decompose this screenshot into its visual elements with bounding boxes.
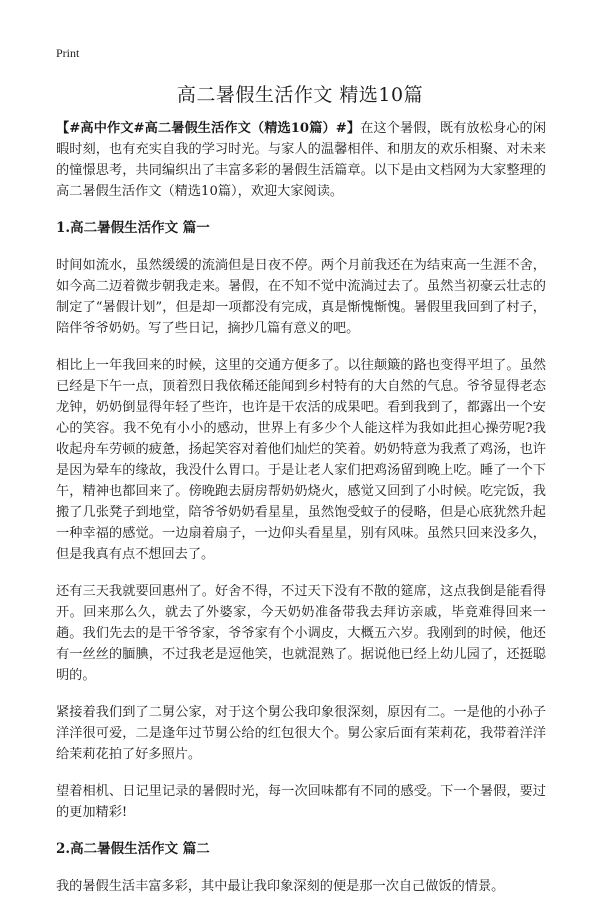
print-link[interactable]: Print (56, 46, 80, 60)
section-heading-1: 1.高二暑假生活作文 篇一 (56, 220, 210, 236)
article-body (56, 118, 546, 913)
intro-text: 在这个暑假，既有放松身心的闲暇时刻，也有充实自我的学习时光。与家人的温馨相伴、和朋友的欢乐相聚、对未来的憧憬思考，共同编织出了丰富多彩的暑假生活篇章。以下是由文档网为大家整理的高二暑假生活作文（精选10篇），欢迎大家阅读。 (56, 121, 547, 199)
page-title: 高二暑假生活作文 精选10篇 (176, 84, 424, 106)
intro-paragraph (56, 118, 546, 202)
paragraph: 我的暑假生活丰富多彩，其中最让我印象深刻的便是那一次自己做饭的情景。 (56, 879, 505, 894)
paragraph: 紧接着我们到了二舅公家，对于这个舅公我印象很深刻，原因有二。一是他的小孙子洋洋很可爱，二是逢年过节舅公给的红包很大个。舅公家后面有茉莉花，我带着洋洋给茉莉花拍了好多照片。 (56, 705, 546, 762)
paragraph: 望着相机、日记里记录的暑假时光，每一次回味都有不同的感受。下一个暑假，要过的更加精彩! (56, 784, 546, 820)
paragraph: 还有三天我就要回惠州了。好舍不得，不过天下没有不散的筵席，这点我倒是能看得开。回来那么久，就去了外婆家，今天奶奶准备带我去拜访亲戚，毕竟难得回来一趟。我们先去的是干爷爷家，爷爷家有个小调皮，大概五六岁。我刚到的时候，他还有一丝丝的腼腆，不过我老是逗他笑，也就混熟了。据说他已经上幼儿园了，还挺聪明的。 (56, 584, 546, 683)
paragraph: 相比上一年我回来的时候，这里的交通方便多了。以往颠簸的路也变得平坦了。虽然已经是下午一点，顶着烈日我依稀还能闻到乡村特有的大自然的气息。爷爷显得老态龙钟，奶奶倒显得年轻了些许，也许是干农活的成果吧。看到我到了，都露出一个安心的笑容。我不免有小小的感动，世界上有多少个人能这样为我如此担心操劳呢?我收起舟车劳顿的疲惫，扬起笑容对着他们灿烂的笑着。奶奶特意为我煮了鸡汤，也许是因为晕车的缘故，我没什么胃口。于是让老人家们把鸡汤留到晚上吃。睡了一个下午，精神也都回来了。傍晚跑去厨房帮奶奶烧火，感觉又回到了小时候。吃完饭，我搬了几张凳子到地堂，陪爷爷奶奶看星星，虽然饱受蚊子的侵略，但是心底犹然升起一种幸福的感觉。一边扇着扇子，一边仰头看星星，别有风味。虽然只回来没多久，但是我真有点不想回去了。 (56, 358, 546, 562)
intro-tag: 【#高中作文#高二暑假生活作文（精选10篇）#】 (56, 121, 361, 136)
paragraph: 时间如流水，虽然缓缓的流淌但是日夜不停。两个月前我还在为结束高一生涯不舍，如今高二迈着微步朝我走来。暑假，在不知不觉中流淌过去了。虽然当初豪云壮志的制定了“暑假计划”，但是却一项都没有完成，真是惭愧惭愧。暑假里我回到了村子，陪伴爷爷奶奶。写了些日记，摘抄几篇有意义的吧。 (56, 258, 546, 336)
section-heading-2: 2.高二暑假生活作文 篇二 (56, 841, 210, 857)
